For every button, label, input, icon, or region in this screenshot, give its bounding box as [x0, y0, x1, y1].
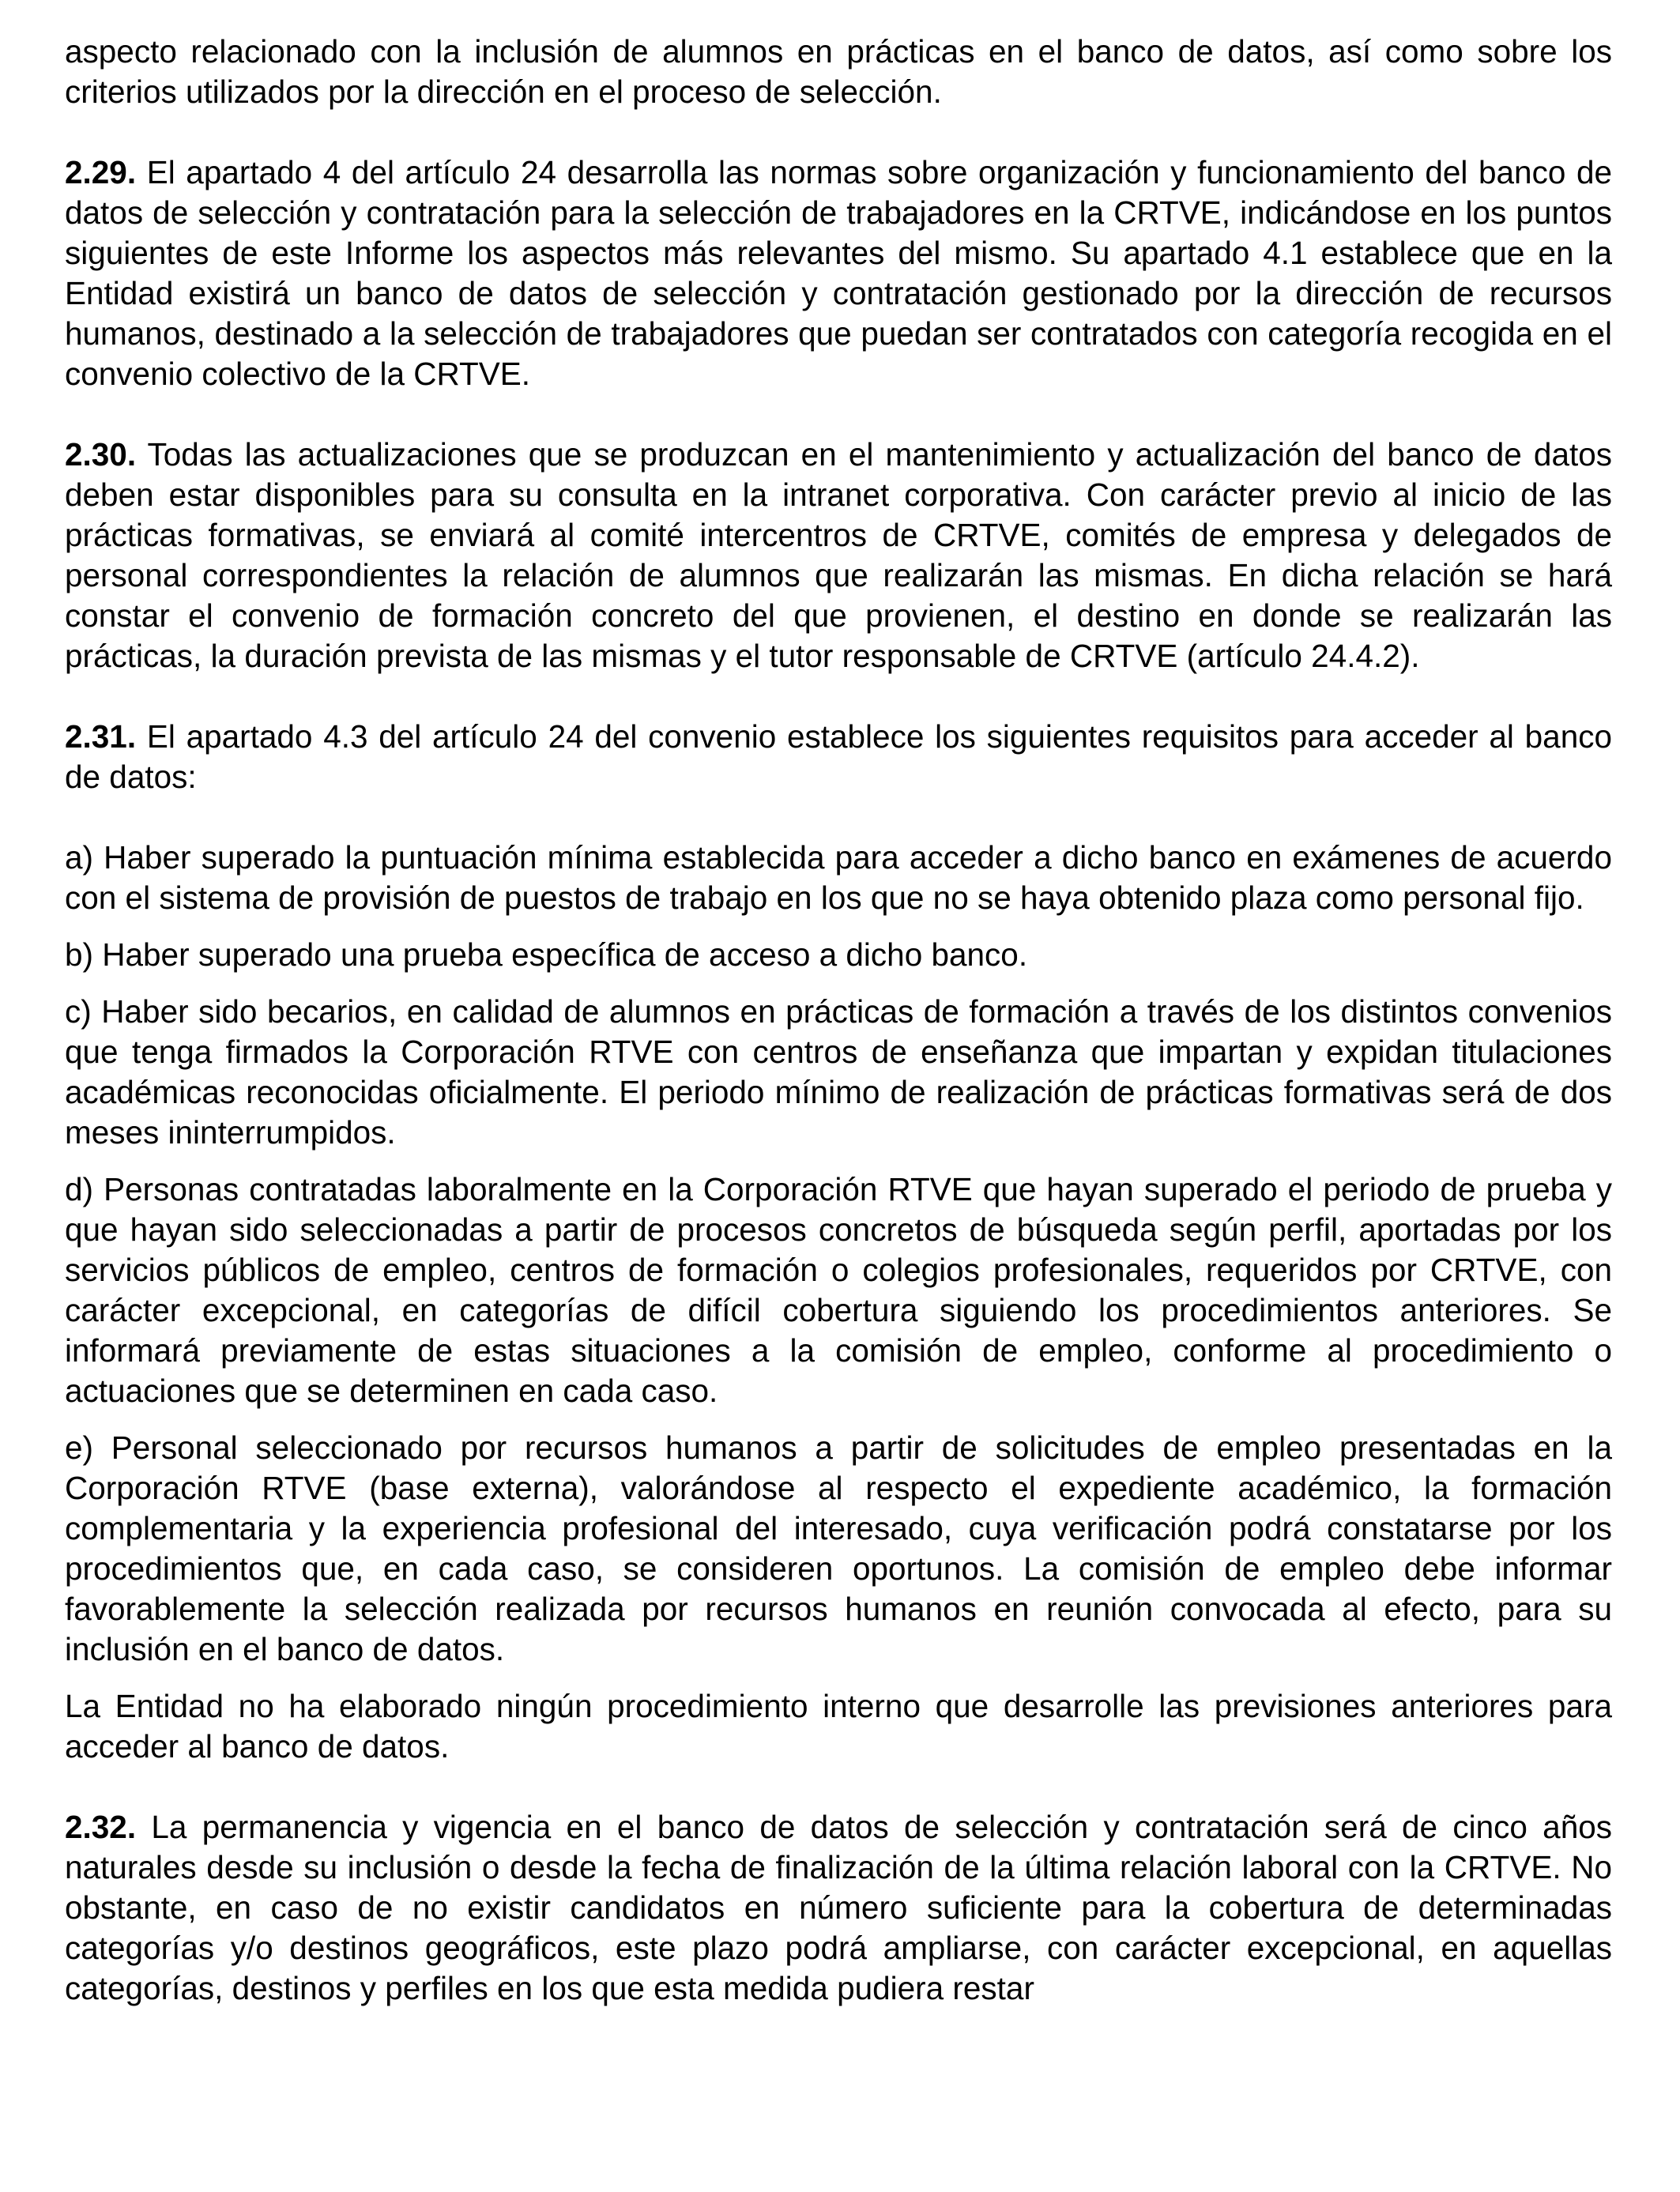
list-item-d [65, 1169, 1612, 1411]
paragraph-entidad [65, 1686, 1612, 1767]
paragraph-text: El apartado 4 del artículo 24 desarrolla las normas sobre organización y funcionamiento del banco de datos de selección y contratación para la selección de trabajadores en la CRTVE, indicándose en los puntos siguientes de este Informe los aspectos más relevantes del mismo. Su apartado 4.1 establece que en la Entidad existirá un banco de datos de selección y contratación gestionado por la dirección de recursos humanos, destinado a la selección de trabajadores que puedan ser contratados con categoría recogida en el convenio colectivo de la CRTVE. [65, 154, 1612, 392]
paragraph-text: La permanencia y vigencia en el banco de datos de selección y contratación será de cinco años naturales desde su inclusión o desde la fecha de finalización de la última relación laboral con la CRTVE. No obstante, en caso de no existir candidatos en número suficiente para la cobertura de determinadas categorías y/o destinos geográficos, este plazo podrá ampliarse, con carácter excepcional, en aquellas categorías, destinos y perfiles en los que esta medida pudiera restar [65, 1809, 1612, 2006]
list-item-text: b) Haber superado una prueba específica de acceso a dicho banco. [65, 936, 1028, 973]
paragraph-2-29 [65, 153, 1612, 394]
paragraph-number: 2.32. [65, 1809, 137, 1845]
list-item-text: a) Haber superado la puntuación mínima establecida para acceder a dicho banco en exámenes de acuerdo con el sistema de provisión de puestos de trabajo en los que no se haya obtenido plaza como personal fijo. [65, 839, 1612, 916]
paragraph-continuation [65, 32, 1612, 112]
list-item-c [65, 992, 1612, 1153]
document-page [65, 32, 1612, 2009]
list-item-e [65, 1428, 1612, 1670]
list-item-text: c) Haber sido becarios, en calidad de alumnos en prácticas de formación a través de los distintos convenios que tenga firmados la Corporación RTVE con centros de enseñanza que impartan y expidan titulaciones académicas reconocidas oficialmente. El periodo mínimo de realización de prácticas formativas será de dos meses ininterrumpidos. [65, 993, 1612, 1151]
paragraph-text: aspecto relacionado con la inclusión de alumnos en prácticas en el banco de datos, así como sobre los criterios utilizados por la dirección en el proceso de selección. [65, 33, 1612, 110]
paragraph-2-31 [65, 717, 1612, 797]
paragraph-2-32 [65, 1807, 1612, 2009]
list-item-a [65, 838, 1612, 918]
paragraph-number: 2.29. [65, 154, 137, 190]
list-item-text: d) Personas contratadas laboralmente en la Corporación RTVE que hayan superado el periodo de prueba y que hayan sido seleccionadas a partir de procesos concretos de búsqueda según perfil, aportadas por los servicios públicos de empleo, centros de formación o colegios profesionales, requeridos por CRTVE, con carácter excepcional, en categorías de difícil cobertura siguiendo los procedimientos anteriores. Se informará previamente de estas situaciones a la comisión de empleo, conforme al procedimiento o actuaciones que se determinen en cada caso. [65, 1171, 1612, 1409]
list-item-b [65, 935, 1612, 975]
paragraph-text: La Entidad no ha elaborado ningún procedimiento interno que desarrolle las previsiones anteriores para acceder al banco de datos. [65, 1688, 1612, 1765]
paragraph-text: El apartado 4.3 del artículo 24 del convenio establece los siguientes requisitos para acceder al banco de datos: [65, 718, 1612, 795]
paragraph-number: 2.31. [65, 718, 137, 755]
paragraph-text: Todas las actualizaciones que se produzcan en el mantenimiento y actualización del banco de datos deben estar disponibles para su consulta en la intranet corporativa. Con carácter previo al inicio de las prácticas formativas, se enviará al comité intercentros de CRTVE, comités de empresa y delegados de personal correspondientes la relación de alumnos que realizarán las mismas. En dicha relación se hará constar el convenio de formación concreto del que provienen, el destino en donde se realizarán las prácticas, la duración prevista de las mismas y el tutor responsable de CRTVE (artículo 24.4.2). [65, 436, 1612, 674]
paragraph-number: 2.30. [65, 436, 137, 473]
paragraph-2-30 [65, 435, 1612, 676]
list-item-text: e) Personal seleccionado por recursos humanos a partir de solicitudes de empleo presentadas en la Corporación RTVE (base externa), valorándose al respecto el expediente académico, la formación complementaria y la experiencia profesional del interesado, cuya verificación podrá constatarse por los procedimientos que, en cada caso, se consideren oportunos. La comisión de empleo debe informar favorablemente la selección realizada por recursos humanos en reunión convocada al efecto, para su inclusión en el banco de datos. [65, 1429, 1612, 1667]
